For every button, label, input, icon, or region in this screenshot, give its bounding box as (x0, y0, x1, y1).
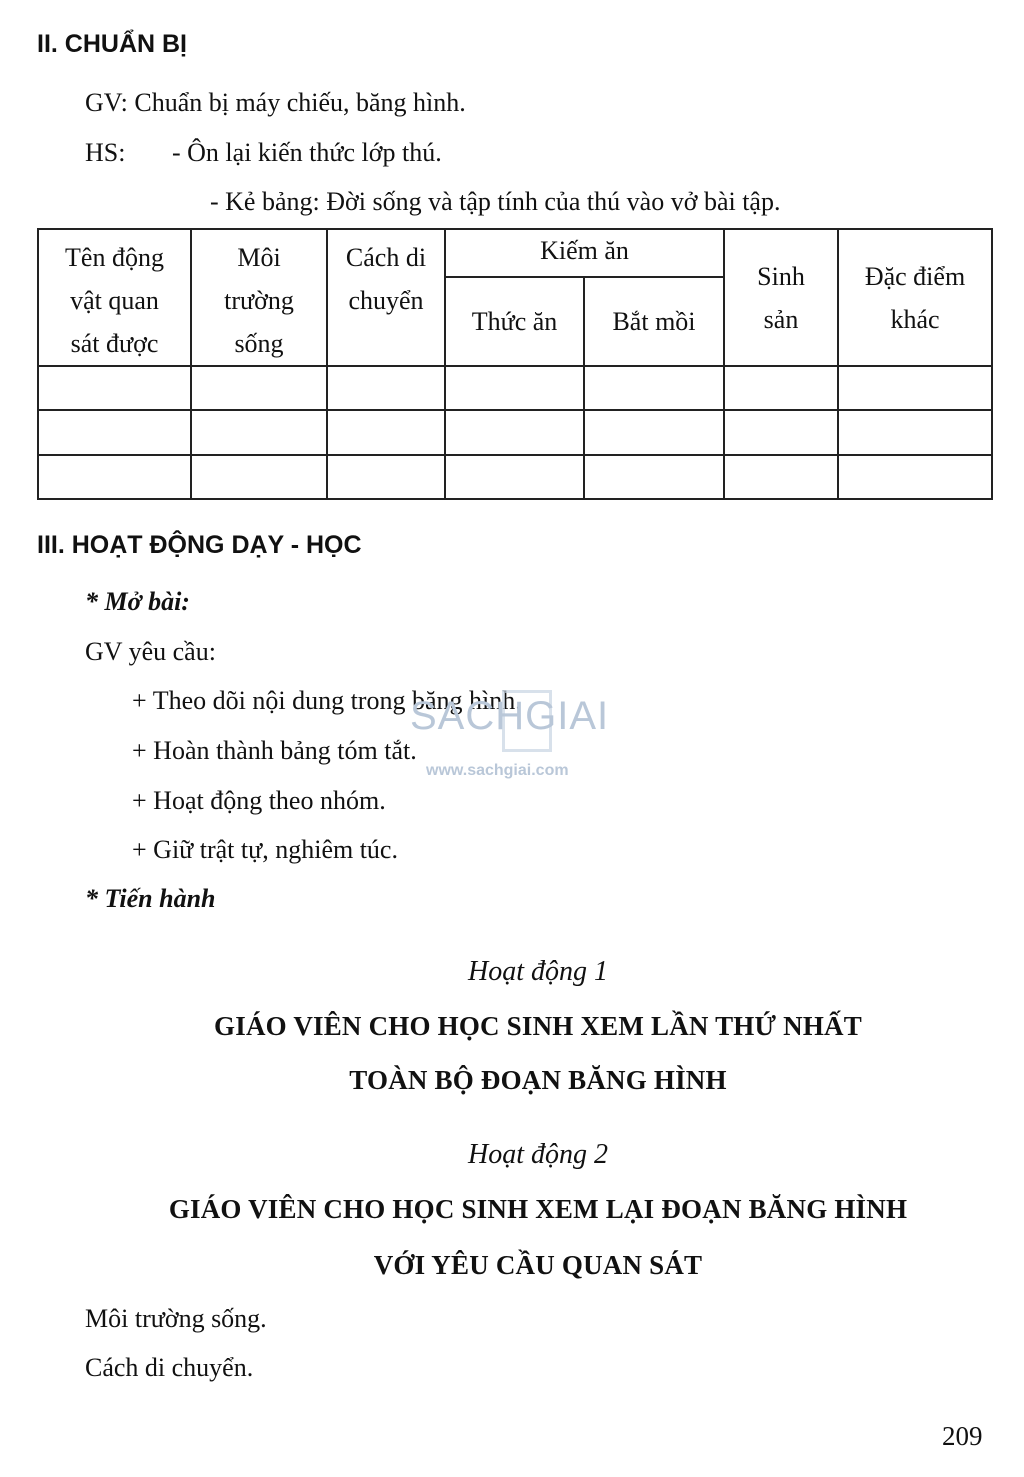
table-row (38, 455, 992, 499)
header-reproduction: Sinh sản (724, 229, 838, 366)
table-cell (838, 455, 992, 499)
header-food: Thức ăn (445, 277, 584, 366)
activity-1-heading-line2: TOÀN BỘ ĐOẠN BĂNG HÌNH (349, 1065, 727, 1095)
table-cell (724, 366, 838, 410)
table-cell (724, 410, 838, 455)
observation-item: Cách di chuyển. (85, 1353, 254, 1382)
header-habitat: Môi trường sống (191, 229, 327, 366)
watermark-brand: SACHGIAI (410, 694, 610, 738)
request-item: + Theo dõi nội dung trong băng hình. (132, 686, 522, 715)
table-cell (38, 366, 191, 410)
table-cell (838, 366, 992, 410)
table-cell (838, 410, 992, 455)
table-cell (584, 410, 724, 455)
request-item: + Hoạt động theo nhóm. (132, 786, 386, 815)
table-cell (584, 455, 724, 499)
student-label: HS: (85, 138, 126, 167)
watermark (410, 690, 620, 790)
observation-table (37, 228, 993, 500)
request-item: + Hoàn thành bảng tóm tắt. (132, 736, 417, 765)
intro-label: * Mở bài: (85, 587, 190, 616)
table-cell (327, 410, 445, 455)
activity-2-heading-line1: GIÁO VIÊN CHO HỌC SINH XEM LẠI ĐOẠN BĂNG HÌNH (168, 1194, 908, 1224)
observation-item: Môi trường sống. (85, 1304, 267, 1333)
activity-1-title: Hoạt động 1 (468, 956, 608, 987)
teacher-request: GV yêu cầu: (85, 637, 216, 666)
proceed-label: * Tiến hành (85, 884, 216, 913)
watermark-url: www.sachgiai.com (426, 762, 569, 779)
student-task-1: - Ôn lại kiến thức lớp thú. (172, 138, 442, 167)
table-row (38, 366, 992, 410)
section-heading-preparation: II. CHUẨN BỊ (37, 30, 187, 58)
table-cell (191, 366, 327, 410)
header-animal-name: Tên động vật quan sát được (38, 229, 191, 366)
request-item: + Giữ trật tự, nghiêm túc. (132, 835, 398, 864)
header-other-features: Đặc điểm khác (838, 229, 992, 366)
page-number: 209 (942, 1421, 983, 1451)
header-movement: Cách di chuyển (327, 229, 445, 366)
activity-2-title: Hoạt động 2 (468, 1139, 608, 1170)
student-task-2: - Kẻ bảng: Đời sống và tập tính của thú vào vở bài tập. (210, 187, 781, 216)
activity-2-heading-line2: VỚI YÊU CẦU QUAN SÁT (373, 1250, 703, 1280)
section-heading-activities: III. HOẠT ĐỘNG DẠY - HỌC (37, 531, 362, 559)
table-cell (584, 366, 724, 410)
table-cell (38, 455, 191, 499)
table-cell (445, 410, 584, 455)
activity-1-heading-line1: GIÁO VIÊN CHO HỌC SINH XEM LẦN THỨ NHẤT (214, 1011, 862, 1041)
table-cell (445, 455, 584, 499)
table-cell (191, 455, 327, 499)
table-cell (191, 410, 327, 455)
table-row (38, 410, 992, 455)
header-feeding: Kiếm ăn (445, 229, 724, 277)
table-cell (327, 366, 445, 410)
table-cell (445, 366, 584, 410)
table-cell (724, 455, 838, 499)
table-cell (327, 455, 445, 499)
header-hunting: Bắt mồi (584, 277, 724, 366)
teacher-preparation: GV: Chuẩn bị máy chiếu, băng hình. (85, 88, 466, 117)
table-cell (38, 410, 191, 455)
